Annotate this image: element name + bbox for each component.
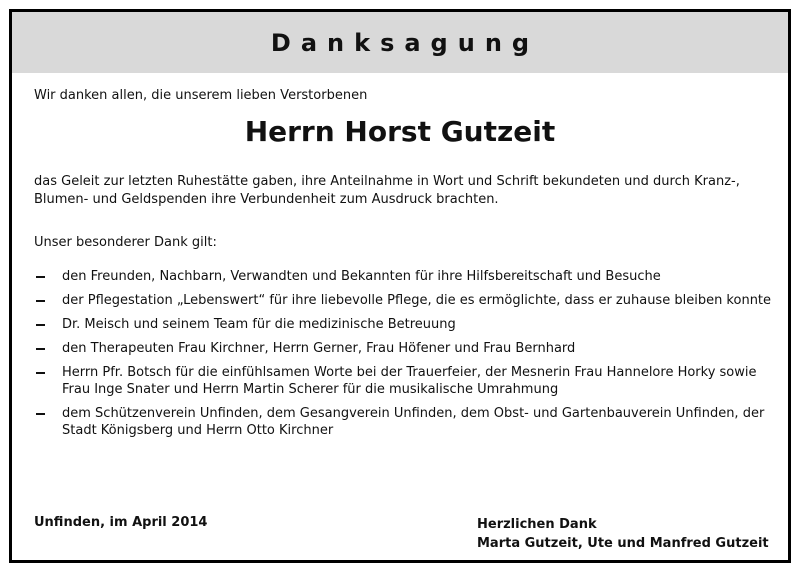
list-item-text: Herrn Pfr. Botsch für die einfühlsamen Worte bei der Trauerfeier, der Mesnerin Frau Hannelore Horky sowie Frau Inge Snater und Herrn Martin Scherer für die musikalische Umrahmung xyxy=(62,365,757,397)
header-band xyxy=(12,12,788,73)
list-item-text: der Pflegestation „Lebenswert“ für ihre liebevolle Pflege, die es ermöglichte, dass er zuhause bleiben konnte xyxy=(62,293,772,308)
list-item xyxy=(34,268,778,285)
dash-bullet-icon xyxy=(36,324,45,326)
list-item xyxy=(34,405,778,439)
dash-bullet-icon xyxy=(36,276,45,278)
body-paragraph: das Geleit zur letzten Ruhestätte gaben, ihre Anteilnahme in Wort und Schrift bekundeten und durch Kranz-, Blumen- und Geldspenden ihre Verbundenheit zum Ausdruck brachten. xyxy=(34,174,740,207)
list-item xyxy=(34,364,778,398)
thanks-list xyxy=(34,268,778,446)
thanks-label: Unser besonderer Dank gilt: xyxy=(34,235,217,250)
list-item-text: den Freunden, Nachbarn, Verwandten und Bekannten für ihre Hilfsbereitschaft und Besuche xyxy=(62,269,661,284)
dash-bullet-icon xyxy=(36,372,45,374)
list-item-text: dem Schützenverein Unfinden, dem Gesangverein Unfinden, dem Obst- und Gartenbauverein Unfinden, der Stadt Königsberg und Herrn Otto Kirchner xyxy=(62,406,765,438)
page-title: Danksagung xyxy=(270,28,540,57)
deceased-name: Herrn Horst Gutzeit xyxy=(244,115,556,148)
signatories: Marta Gutzeit, Ute und Manfred Gutzeit xyxy=(477,536,769,551)
dash-bullet-icon xyxy=(36,413,45,415)
dash-bullet-icon xyxy=(36,348,45,350)
intro-text: Wir danken allen, die unserem lieben Verstorbenen xyxy=(34,88,368,103)
list-item-text: den Therapeuten Frau Kirchner, Herrn Gerner, Frau Höfener und Frau Bernhard xyxy=(62,341,576,356)
closing-text: Herzlichen Dank xyxy=(477,517,597,532)
place-date: Unfinden, im April 2014 xyxy=(34,515,208,530)
obituary-notice xyxy=(9,9,791,563)
signature-block xyxy=(477,515,769,553)
dash-bullet-icon xyxy=(36,300,45,302)
list-item xyxy=(34,316,778,333)
list-item xyxy=(34,292,778,309)
list-item xyxy=(34,340,778,357)
list-item-text: Dr. Meisch und seinem Team für die medizinische Betreuung xyxy=(62,317,456,332)
